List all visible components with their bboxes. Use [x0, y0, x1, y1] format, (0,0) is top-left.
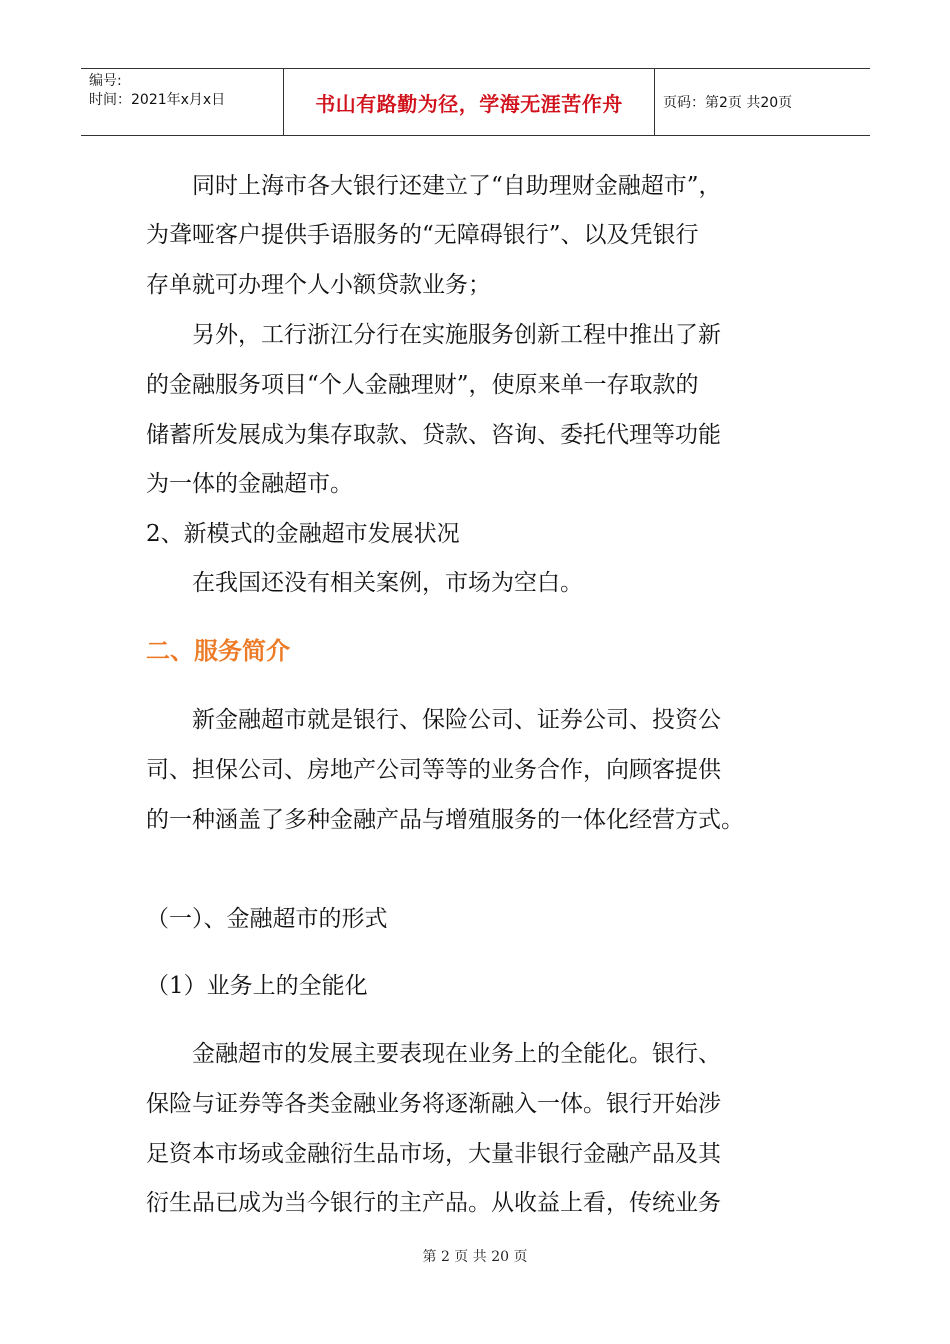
subsection-heading: 2、新模式的金融超市发展状况	[146, 521, 460, 547]
header-motto: 书山有路勤为径，学海无涯苦作舟	[284, 69, 655, 135]
paragraph-line: 保险与证券等各类金融业务将逐渐融入一体。银行开始涉	[146, 1091, 721, 1117]
subsection-heading: （1）业务上的全能化	[146, 973, 368, 999]
paragraph-line: 为聋哑客户提供手语服务的“无障碍银行”、以及凭银行	[146, 222, 699, 248]
paragraph-line: 的金融服务项目“个人金融理财”，使原来单一存取款的	[146, 372, 699, 398]
paragraph-line: 另外，工行浙江分行在实施服务创新工程中推出了新	[146, 322, 721, 348]
page-header	[81, 68, 870, 136]
paragraph-line: 在我国还没有相关案例，市场为空白。	[146, 570, 583, 596]
paragraph-line: 金融超市的发展主要表现在业务上的全能化。银行、	[146, 1041, 721, 1067]
paragraph-line: 为一体的金融超市。	[146, 471, 353, 497]
page-footer: 第 2 页 共 20 页	[422, 1249, 528, 1265]
header-number-label: 编号:	[89, 73, 122, 89]
paragraph-line: 司、担保公司、房地产公司等等的业务合作，向顾客提供	[146, 757, 721, 783]
header-meta-cell	[81, 69, 284, 135]
paragraph-line: 足资本市场或金融衍生品市场，大量非银行金融产品及其	[146, 1141, 721, 1167]
paragraph-line: 的一种涵盖了多种金融产品与增殖服务的一体化经营方式。	[146, 807, 744, 833]
section-heading: 二、服务简介	[146, 636, 290, 665]
paragraph-line: 新金融超市就是银行、保险公司、证券公司、投资公	[146, 707, 721, 733]
paragraph-line: 存单就可办理个人小额贷款业务；	[146, 272, 491, 298]
paragraph-line: 同时上海市各大银行还建立了“自助理财金融超市”，	[146, 173, 722, 199]
header-time-label: 时间：2021年x月x日	[89, 92, 226, 108]
header-page-label: 页码：第2页 共20页	[663, 95, 793, 111]
paragraph-line: 储蓄所发展成为集存取款、贷款、咨询、委托代理等功能	[146, 422, 721, 448]
subsection-heading: （一）、金融超市的形式	[146, 906, 388, 932]
paragraph-line: 衍生品已成为当今银行的主产品。从收益上看，传统业务	[146, 1190, 721, 1216]
